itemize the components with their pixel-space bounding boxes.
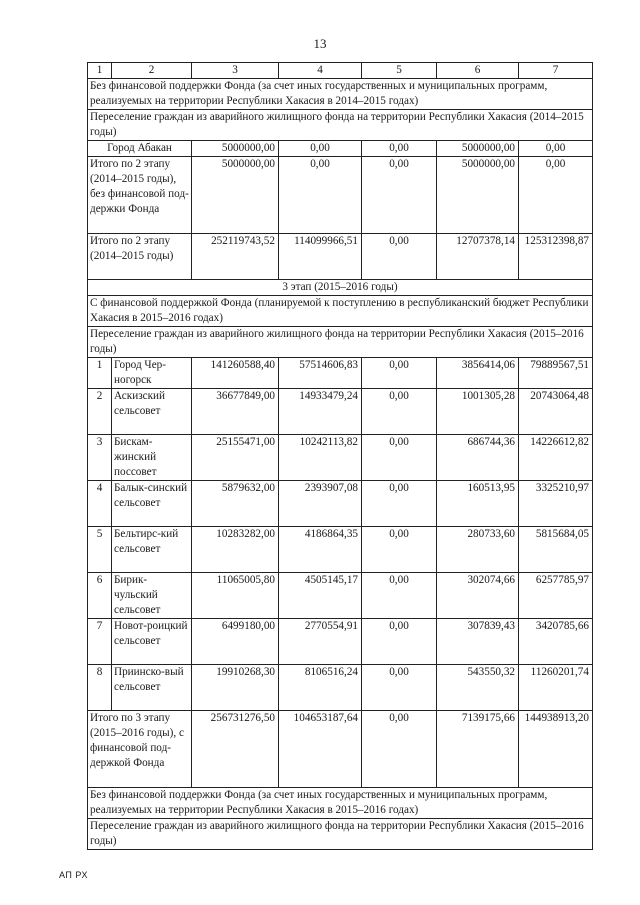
table-row: [88, 435, 593, 481]
header-cell: 1: [88, 63, 112, 79]
cell-col6: 3856414,06: [437, 358, 519, 389]
cell-col3: 5000000,00: [192, 157, 279, 234]
cell-col5: 0,00: [362, 435, 437, 481]
total-row: [88, 234, 593, 280]
cell-col6: 7139175,66: [437, 711, 519, 788]
row-number: 8: [88, 665, 112, 711]
section-row: [88, 79, 593, 110]
table-row: [88, 665, 593, 711]
cell-col7: 125312398,87: [519, 234, 593, 280]
municipality-name: Город Абакан: [88, 141, 192, 157]
cell-col4: 2393907,08: [279, 481, 362, 527]
row-number: 7: [88, 619, 112, 665]
section-title: Без финансовой поддержки Фонда (за счет иных государственных и муниципальных программ, реализуемых на территории Республики Хакасия в 2014–2015 годах): [88, 79, 593, 110]
header-cell: 4: [279, 63, 362, 79]
cell-col7: 79889567,51: [519, 358, 593, 389]
cell-col3: 36677849,00: [192, 389, 279, 435]
cell-col4: 0,00: [279, 157, 362, 234]
cell-col3: 10283282,00: [192, 527, 279, 573]
cell-col7: 5815684,05: [519, 527, 593, 573]
stage-row: [88, 280, 593, 296]
total-row: [88, 711, 593, 788]
cell-col7: 3420785,66: [519, 619, 593, 665]
municipality-name: Новот-роицкий сельсовет: [112, 619, 192, 665]
cell-col5: 0,00: [362, 481, 437, 527]
cell-col4: 10242113,82: [279, 435, 362, 481]
row-number: 3: [88, 435, 112, 481]
stage-title: 3 этап (2015–2016 годы): [88, 280, 593, 296]
cell-col4: 104653187,64: [279, 711, 362, 788]
header-cell: 6: [437, 63, 519, 79]
cell-col7: 20743064,48: [519, 389, 593, 435]
cell-col3: 11065005,80: [192, 573, 279, 619]
cell-col3: 25155471,00: [192, 435, 279, 481]
cell-col6: 280733,60: [437, 527, 519, 573]
cell-col4: 0,00: [279, 141, 362, 157]
total-label: Итого по 3 этапу (2015–2016 годы), с финансовой под-держкой Фонда: [88, 711, 192, 788]
table-row: [88, 481, 593, 527]
total-label: Итого по 2 этапу (2014–2015 годы): [88, 234, 192, 280]
cell-col7: 6257785,97: [519, 573, 593, 619]
table-row: [88, 141, 593, 157]
cell-col3: 5000000,00: [192, 141, 279, 157]
table-row: [88, 619, 593, 665]
municipality-name: Аскизский сельсовет: [112, 389, 192, 435]
cell-col6: 686744,36: [437, 435, 519, 481]
page-number: 13: [313, 36, 327, 51]
municipality-name: Бельтирс-кий сельсовет: [112, 527, 192, 573]
header-cell: 3: [192, 63, 279, 79]
cell-col7: 3325210,97: [519, 481, 593, 527]
cell-col3: 5879632,00: [192, 481, 279, 527]
cell-col6: 543550,32: [437, 665, 519, 711]
cell-col4: 14933479,24: [279, 389, 362, 435]
cell-col3: 252119743,52: [192, 234, 279, 280]
cell-col4: 57514606,83: [279, 358, 362, 389]
cell-col5: 0,00: [362, 619, 437, 665]
cell-col5: 0,00: [362, 141, 437, 157]
header-cell: 2: [112, 63, 192, 79]
cell-col6: 302074,66: [437, 573, 519, 619]
cell-col7: 11260201,74: [519, 665, 593, 711]
row-number: 2: [88, 389, 112, 435]
municipality-name: Балык-синский сельсовет: [112, 481, 192, 527]
table-row: [88, 389, 593, 435]
section-row: [88, 327, 593, 358]
cell-col5: 0,00: [362, 573, 437, 619]
row-number: 6: [88, 573, 112, 619]
row-number: 5: [88, 527, 112, 573]
total-row: [88, 157, 593, 234]
section-title: Переселение граждан из аварийного жилищного фонда на территории Республики Хакасия (2014–2015 годы): [88, 110, 593, 141]
cell-col3: 6499180,00: [192, 619, 279, 665]
cell-col5: 0,00: [362, 234, 437, 280]
section-row: [88, 819, 593, 850]
cell-col6: 160513,95: [437, 481, 519, 527]
row-number: 4: [88, 481, 112, 527]
cell-col6: 5000000,00: [437, 141, 519, 157]
municipality-name: Город Чер-ногорск: [112, 358, 192, 389]
cell-col5: 0,00: [362, 527, 437, 573]
footer-mark: АП РХ: [59, 870, 88, 880]
cell-col7: 0,00: [519, 141, 593, 157]
budget-table: [87, 62, 593, 850]
header-cell: 5: [362, 63, 437, 79]
cell-col4: 2770554,91: [279, 619, 362, 665]
section-title: Без финансовой поддержки Фонда (за счет иных государственных и муниципальных программ, реализуемых на территории Республики Хакасия в 2015–2016 годах): [88, 788, 593, 819]
cell-col4: 8106516,24: [279, 665, 362, 711]
cell-col7: 14226612,82: [519, 435, 593, 481]
total-label: Итого по 2 этапу (2014–2015 годы), без финансовой под-держки Фонда: [88, 157, 192, 234]
cell-col6: 307839,43: [437, 619, 519, 665]
section-title: С финансовой поддержкой Фонда (планируемой к поступлению в республиканский бюджет Республики Хакасия в 2015–2016 годах): [88, 296, 593, 327]
cell-col4: 114099966,51: [279, 234, 362, 280]
cell-col4: 4186864,35: [279, 527, 362, 573]
table-row: [88, 527, 593, 573]
municipality-name: Бискам-жинский поссовет: [112, 435, 192, 481]
row-number: 1: [88, 358, 112, 389]
section-row: [88, 110, 593, 141]
cell-col5: 0,00: [362, 389, 437, 435]
table-row: [88, 358, 593, 389]
section-title: Переселение граждан из аварийного жилищного фонда на территории Республики Хакасия (2015–2016 годы): [88, 819, 593, 850]
cell-col6: 1001305,28: [437, 389, 519, 435]
section-row: [88, 788, 593, 819]
cell-col3: 19910268,30: [192, 665, 279, 711]
header-row: [88, 63, 593, 79]
section-row: [88, 296, 593, 327]
municipality-name: Приинско-вый сельсовет: [112, 665, 192, 711]
cell-col6: 5000000,00: [437, 157, 519, 234]
cell-col5: 0,00: [362, 358, 437, 389]
header-cell: 7: [519, 63, 593, 79]
cell-col4: 4505145,17: [279, 573, 362, 619]
table-row: [88, 573, 593, 619]
section-title: Переселение граждан из аварийного жилищного фонда на территории Республики Хакасия (2015–2016 годы): [88, 327, 593, 358]
cell-col7: 0,00: [519, 157, 593, 234]
cell-col3: 256731276,50: [192, 711, 279, 788]
cell-col5: 0,00: [362, 157, 437, 234]
cell-col6: 12707378,14: [437, 234, 519, 280]
municipality-name: Бирик-чульский сельсовет: [112, 573, 192, 619]
cell-col3: 141260588,40: [192, 358, 279, 389]
cell-col7: 144938913,20: [519, 711, 593, 788]
cell-col5: 0,00: [362, 711, 437, 788]
cell-col5: 0,00: [362, 665, 437, 711]
